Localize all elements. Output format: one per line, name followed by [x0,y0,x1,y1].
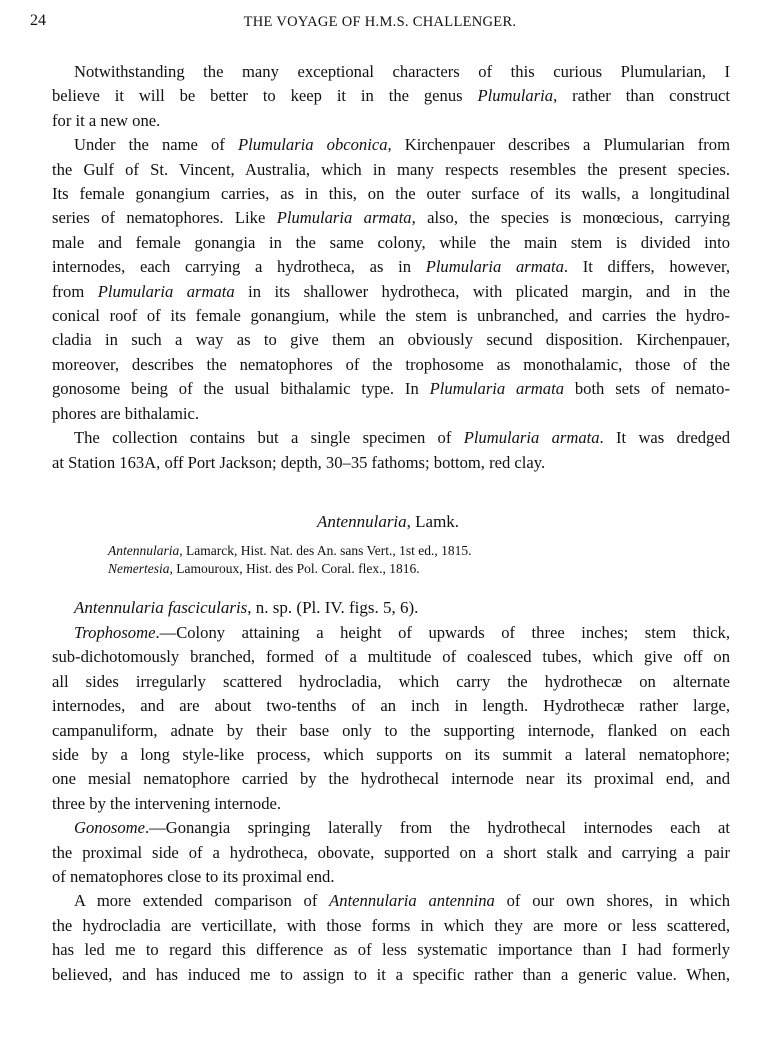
text-line [52,426,730,450]
italic-term: Plumularia armata [463,428,600,448]
text-line [52,621,730,645]
text-line [52,938,730,962]
italic-term: Gonosome [74,818,145,838]
text-segment: .—Gonangia springing laterally from the hydrothecal internodes each at [144,818,730,838]
text-segment: . It was dredged [599,428,731,448]
text-segment: cladia in such a way as to give them an obviously secund disposition. Kirchenpauer, [52,330,730,350]
text-segment: of our own shores, in which [494,891,730,911]
text-segment: campanuliform, adnate by their base only to the supporting internode, flanked on each [52,720,730,740]
text-segment: moreover, describes the nematophores of the trophosome as monothalamic, those of the [52,354,730,374]
paragraph [52,621,730,816]
text-segment: . It differs, however, [563,257,731,277]
italic-term: Plumularia [477,86,554,106]
text-segment: .—Colony attaining a height of upwards of three inches; stem thick, [155,623,730,642]
paragraph [52,60,730,133]
italic-term: Plumularia armata [276,208,412,228]
text-line [52,255,730,279]
italic-term: Plumularia armata [429,379,564,399]
species-heading [52,596,752,620]
species-name: Antennularia fascicularis [74,598,248,617]
text-line [52,231,730,255]
text-segment: series of nematophores. Like [52,208,277,228]
text-line [52,60,730,84]
text-line [52,328,730,352]
running-title: THE VOYAGE OF H.M.S. CHALLENGER. [243,14,517,30]
text-line [52,865,730,889]
text-segment: phores are bithalamic. [52,403,199,423]
text-segment: believed, and has induced me to assign to it a specific rather than a generic value. When, [52,964,730,984]
text-line [52,377,730,401]
text-line [52,280,730,304]
text-segment: Its female gonangium carries, as in this, on the outer surface of its walls, a longitudinal [52,184,730,204]
text-segment: sub-dichotomously branched, formed of a multitude of coalesced tubes, which give off on [52,647,730,667]
text-line [52,743,730,767]
text-line [52,206,730,230]
genus-heading [0,512,776,532]
text-segment: internodes, and are about two-tenths of an inch in length. Hydrothecæ rather large, [52,696,730,716]
text-line [52,816,730,840]
text-line [52,304,730,328]
italic-term: Plumularia armata [97,281,235,301]
paragraph [52,816,730,889]
synonymy-list [108,542,471,578]
text-segment: side by a long style-like process, which supports on its summit a lateral nematophore; [52,745,730,765]
body-text-bottom [52,621,730,987]
species-note: , n. sp. (Pl. IV. figs. 5, 6). [247,598,419,617]
text-segment: , rather than construct [553,86,730,106]
text-segment: The collection contains but a single specimen of [74,428,464,448]
synonym-entry [108,560,471,578]
text-segment: all sides irregularly scattered hydrocladia, which carry the hydrothecæ on alternate [52,671,730,691]
text-segment: both sets of nemato- [564,379,730,399]
text-segment: male and female gonangia in the same colony, while the main stem is divided into [52,232,730,252]
text-line [52,402,730,426]
paragraph [52,133,730,426]
synonym-reference: , Lamarck, Hist. Nat. des An. sans Vert., 1st ed., 1815. [179,543,472,558]
italic-term: Plumularia obconica [237,135,388,155]
text-line [52,133,730,157]
text-segment: the hydrocladia are verticillate, with those forms in which they are more or less scattered, [52,915,730,935]
text-line [52,889,730,913]
synonym-name: Nemertesia [108,561,170,576]
text-segment: at Station 163A, off Port Jackson; depth, 30–35 fathoms; bottom, red clay. [52,452,546,472]
text-segment: three by the intervening internode. [52,793,282,813]
text-segment: of nematophores close to its proximal end. [52,867,335,887]
text-segment: for it a new one. [52,110,161,130]
text-segment: one mesial nematophore carried by the hydrothecal internode near its proximal end, and [52,769,730,789]
text-line [52,841,730,865]
body-text-top [52,60,730,475]
page-number: 24 [30,12,46,29]
text-segment: believe it will be better to keep it in the genus [52,86,478,106]
italic-term: Trophosome [74,623,156,642]
text-segment: , Kirchenpauer describes a Plumularian from [387,135,731,155]
text-line [52,792,730,816]
text-segment: Under the name of [74,135,238,155]
text-segment: the Gulf of St. Vincent, Australia, which in many respects resembles the present species. [52,159,730,179]
text-segment: internodes, each carrying a hydrotheca, as in [52,257,426,277]
text-segment: from [52,281,98,301]
text-segment: A more extended comparison of [74,891,330,911]
paragraph [52,426,730,475]
text-line [52,353,730,377]
text-line [52,109,730,133]
text-segment: gonosome being of the usual bithalamic type. In [52,379,430,399]
text-line [52,963,730,987]
text-line [52,670,730,694]
text-line [52,914,730,938]
italic-term: Plumularia armata [425,257,564,277]
text-segment: Notwithstanding the many exceptional characters of this curious Plumularian, I [74,62,730,81]
text-segment: has led me to regard this difference as of less systematic importance than I had formerly [52,940,730,960]
text-line [52,451,730,475]
text-line [52,767,730,791]
text-line [52,719,730,743]
synonym-entry [108,542,471,560]
text-segment: conical roof of its female gonangium, while the stem is unbranched, and carries the hydro- [52,306,730,326]
italic-term: Antennularia antennina [329,891,495,911]
text-line [52,182,730,206]
genus-author: , Lamk. [406,512,460,531]
text-line [52,158,730,182]
paragraph [52,889,730,987]
text-segment: in its shallower hydrotheca, with plicated margin, and in the [234,281,731,301]
synonym-reference: , Lamouroux, Hist. des Pol. Coral. flex., 1816. [169,561,420,576]
text-line [52,645,730,669]
text-segment: , also, the species is monœcious, carrying [411,208,731,228]
text-line [52,694,730,718]
text-segment: the proximal side of a hydrotheca, obovate, supported on a short stalk and carrying a pair [52,842,730,862]
synonym-name: Antennularia [108,543,180,558]
text-line [52,84,730,108]
genus-name: Antennularia [316,512,407,531]
